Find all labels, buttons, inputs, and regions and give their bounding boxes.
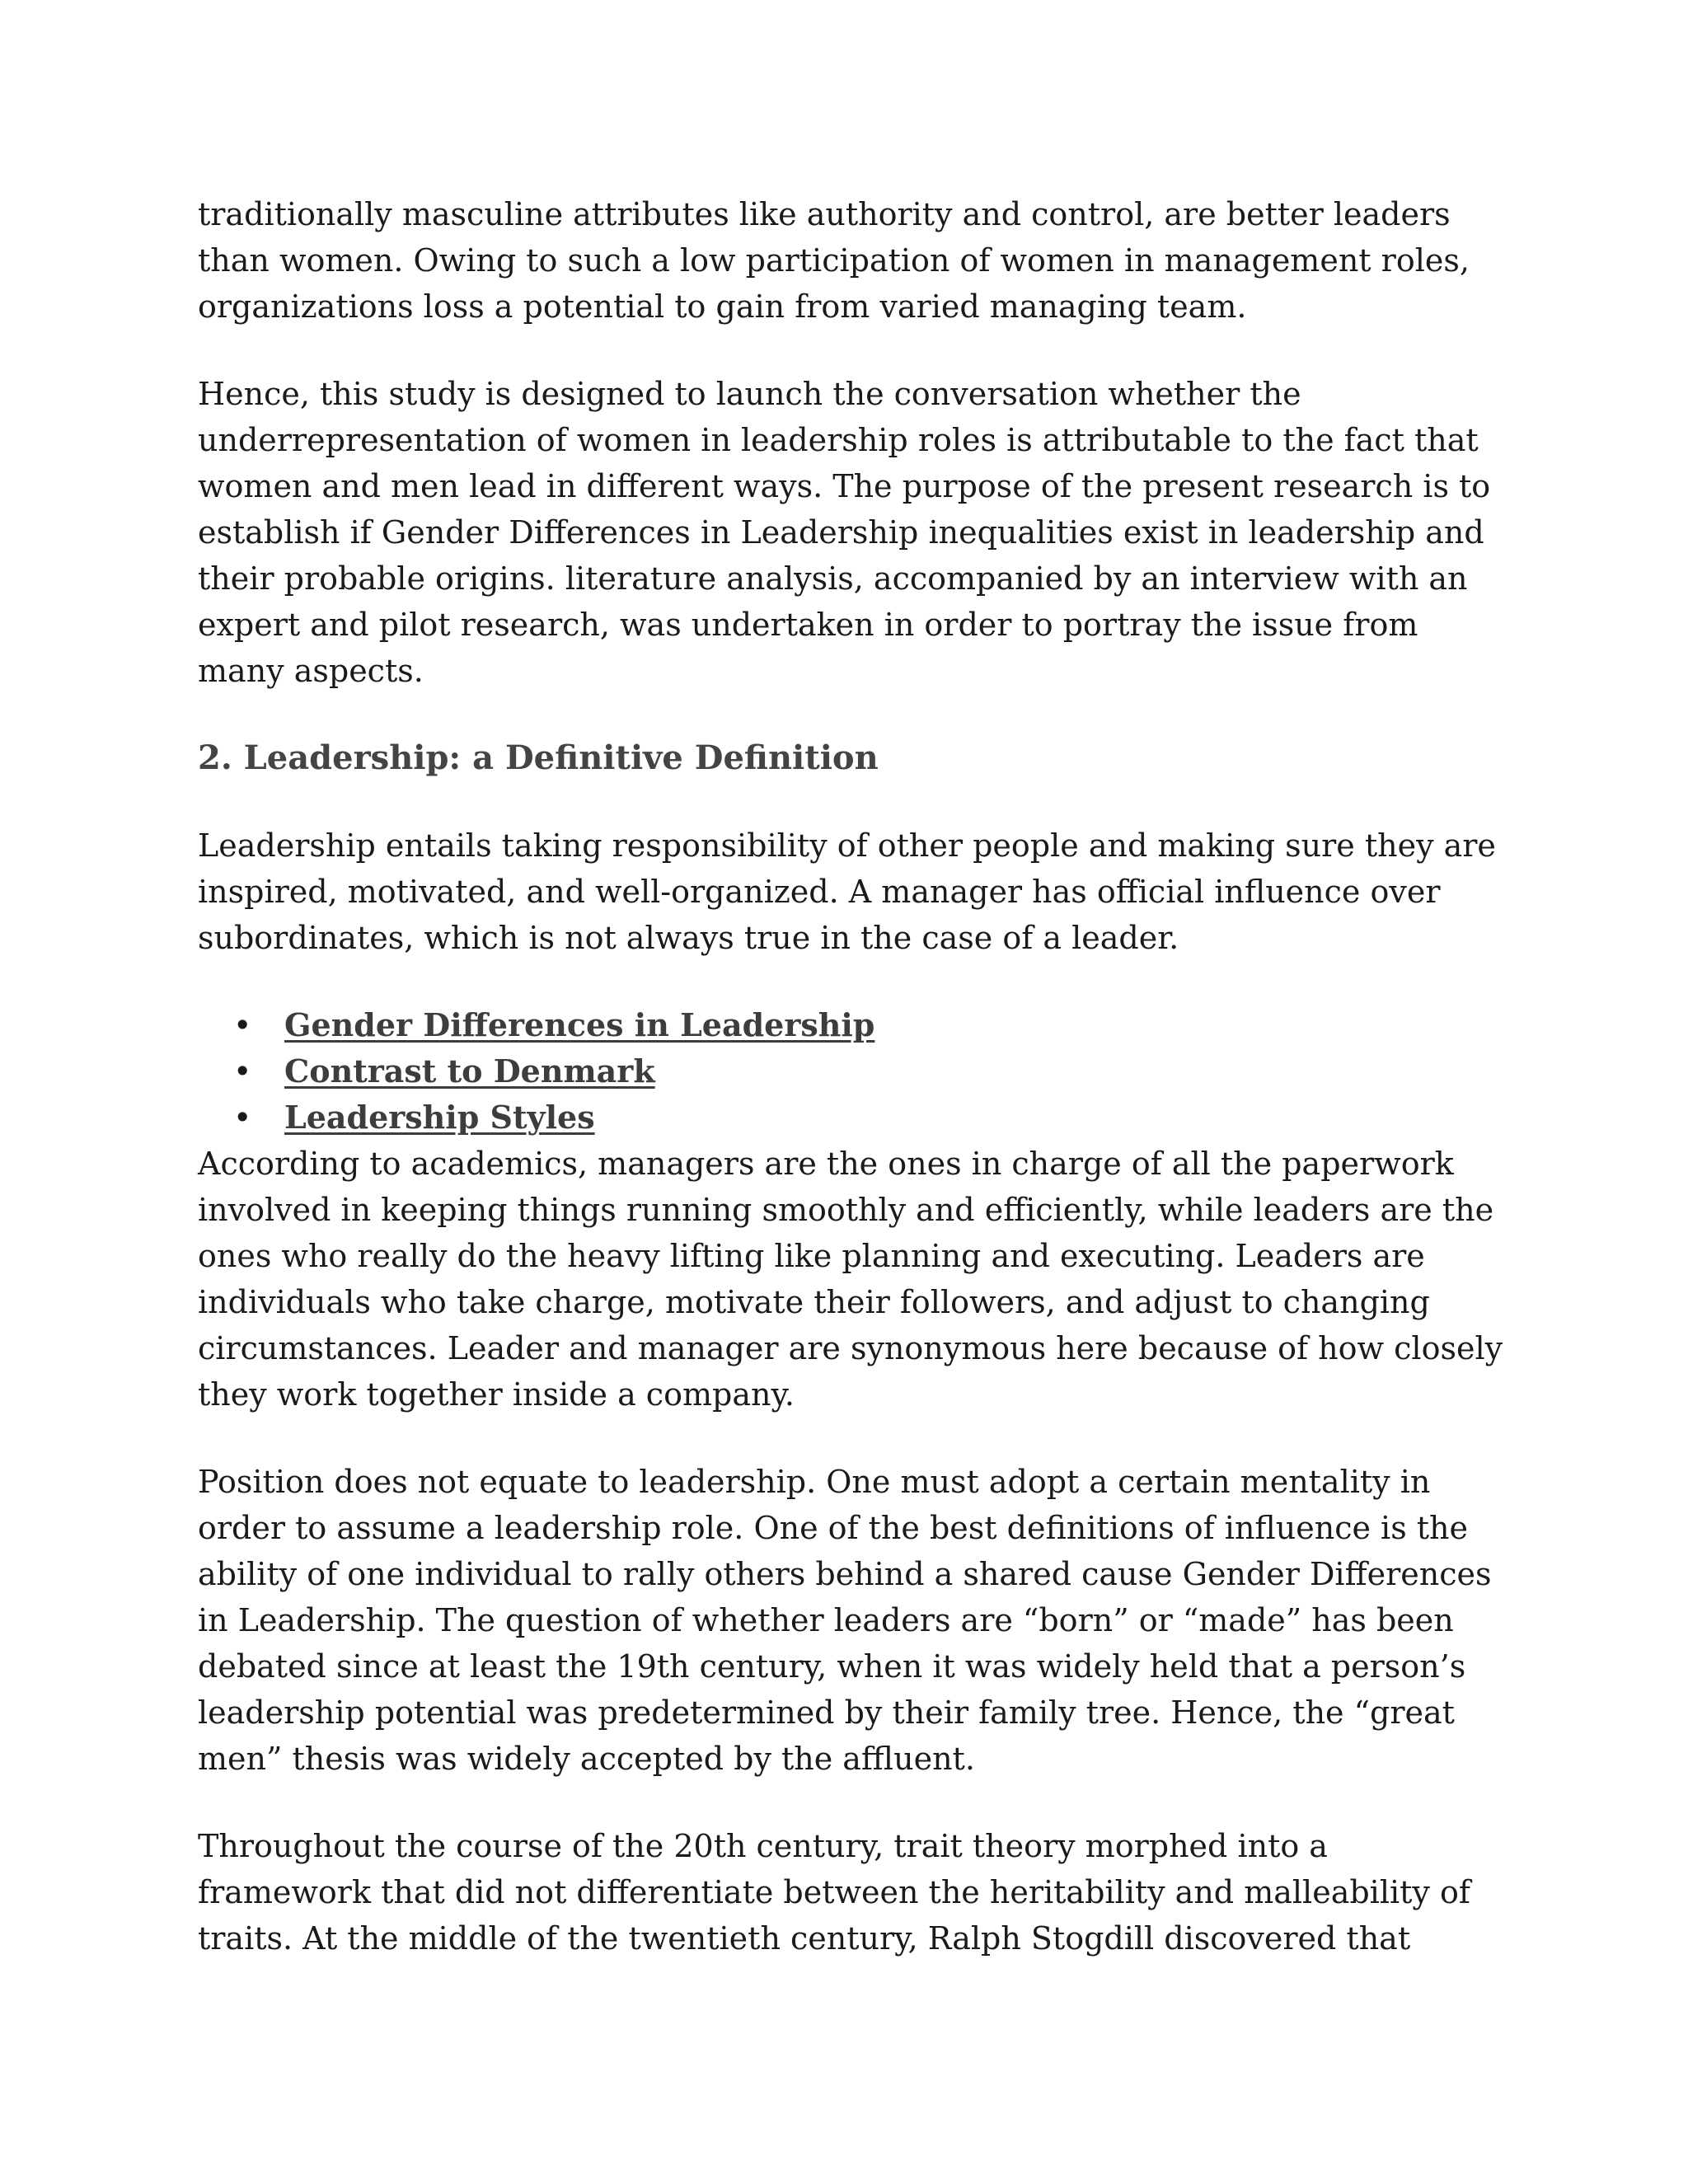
- link-gender-differences[interactable]: Gender Differences in Leadership: [284, 1006, 875, 1043]
- paragraph: Leadership entails taking responsibility of other people and making sure they are inspired, motivated, and well-organized. A manager has official influence over subordinates, which is not always true in the case of a leader.: [198, 827, 1496, 956]
- list-item: [233, 1002, 1508, 1048]
- paragraph: traditionally masculine attributes like authority and control, are better leaders than women. Owing to such a low participation of women in management roles, organizations loss a potential to gain from varied managing team.: [198, 196, 1470, 325]
- paragraph: Hence, this study is designed to launch the conversation whether the underrepresentation of women in leadership roles is attributable to the fact that women and men lead in different ways. The purpose of the present research is to establish if Gender Differences in Leadership inequalities exist in leadership and their probable origins. literature analysis, accompanied by an interview with an expert and pilot research, was undertaken in order to portray the issue from many aspects.: [198, 376, 1491, 689]
- section-heading: 2. Leadership: a Definitive Definition: [198, 738, 879, 777]
- document-page: [198, 191, 1508, 1961]
- bullet-icon: •: [233, 1007, 252, 1043]
- link-contrast-denmark[interactable]: Contrast to Denmark: [284, 1052, 655, 1090]
- bullet-icon: •: [233, 1099, 252, 1136]
- link-list: [198, 1002, 1508, 1141]
- paragraph: According to academics, managers are the ones in charge of all the paperwork involved in keeping things running smoothly and efficiently, while leaders are the ones who really do the heavy lifting like planning and executing. Leaders are individuals who take charge, motivate their followers, and adjust to changing circumstances. Leader and manager are synonymous here because of how closely they work together inside a company.: [198, 1146, 1503, 1413]
- paragraph: Throughout the course of the 20th century, trait theory morphed into a framework that did not differentiate between the heritability and malleability of traits. At the middle of the twentieth century, Ralph Stogdill discovered that: [198, 1828, 1470, 1957]
- list-item: [233, 1048, 1508, 1094]
- list-item: [233, 1094, 1508, 1141]
- link-leadership-styles[interactable]: Leadership Styles: [284, 1099, 595, 1136]
- paragraph: Position does not equate to leadership. One must adopt a certain mentality in order to assume a leadership role. One of the best definitions of influence is the ability of one individual to rally others behind a shared cause Gender Differences in Leadership. The question of whether leaders are “born” or “made” has been debated since at least the 19th century, when it was widely held that a person’s leadership potential was predetermined by their family tree. Hence, the “great men” thesis was widely accepted by the affluent.: [198, 1464, 1492, 1777]
- bullet-icon: •: [233, 1053, 252, 1090]
